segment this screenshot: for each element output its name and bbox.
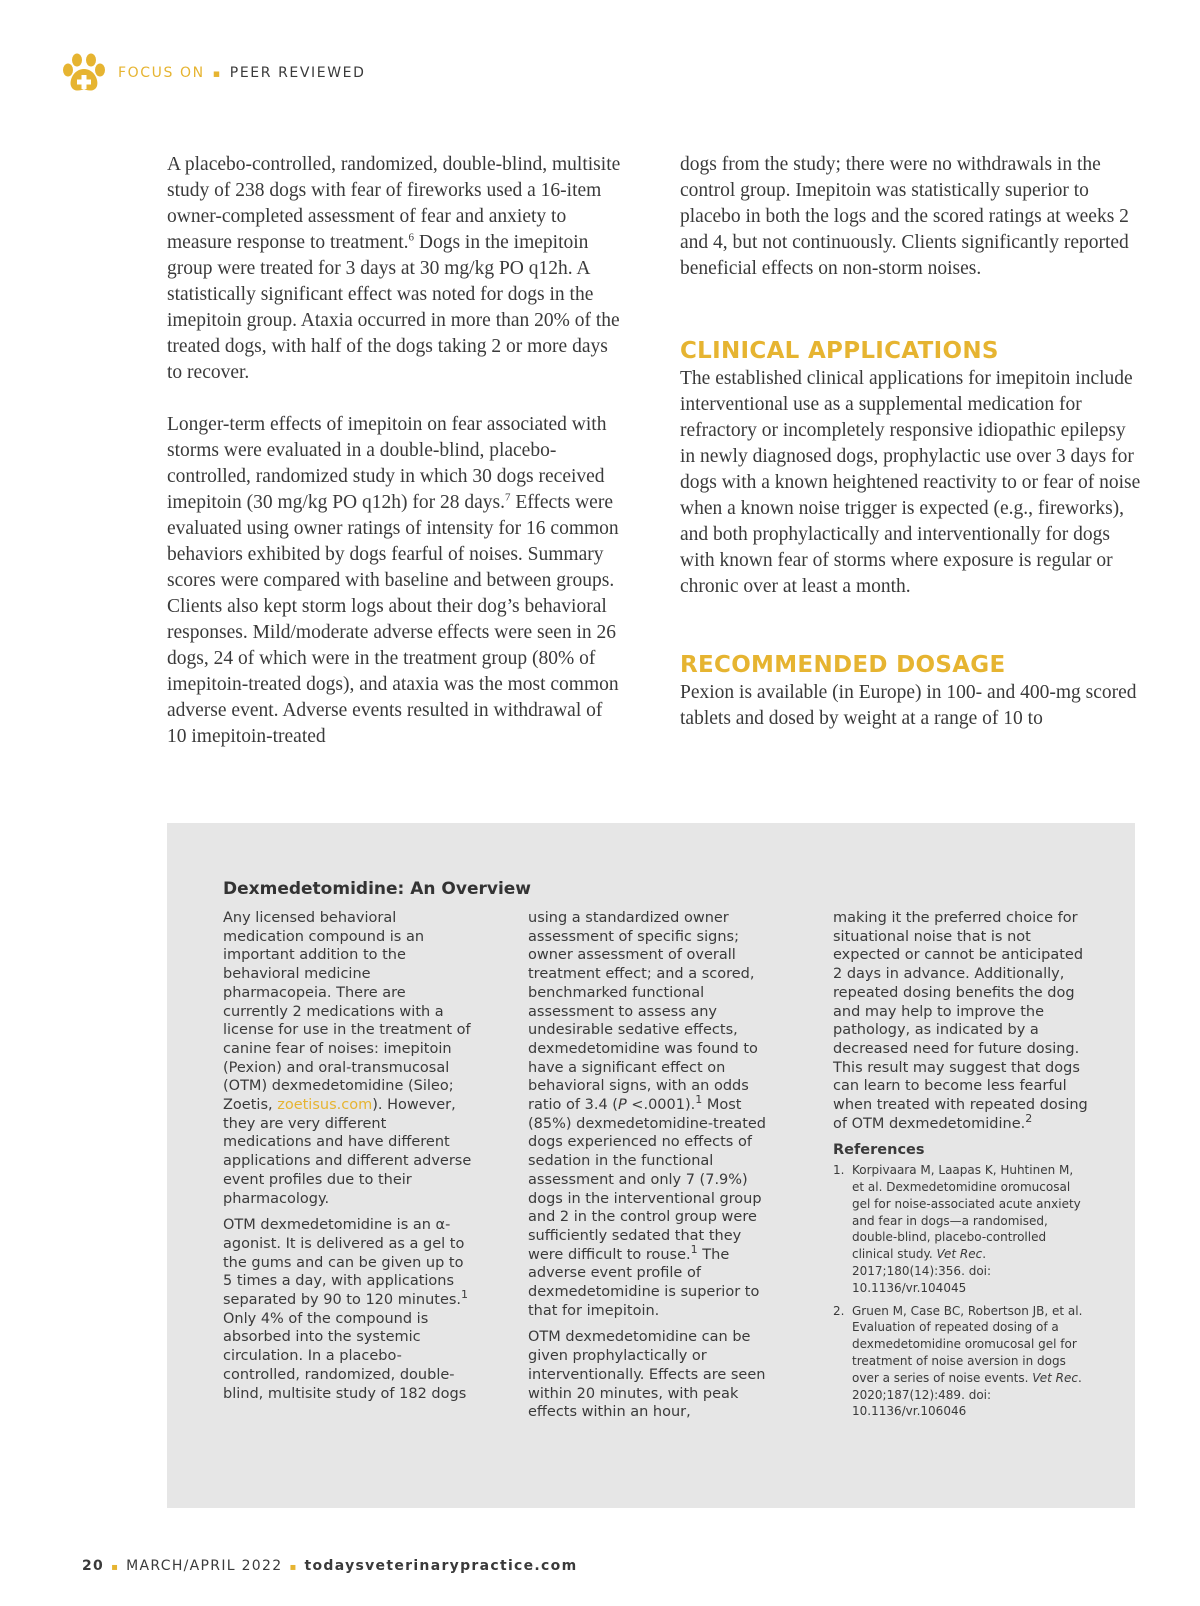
paragraph: The established clinical applications for imepitoin include interventional use as a supplemental medication for refractory or incompletely responsive idiopathic epilepsy in newly diagnosed dogs, prophylactic use over 3 days for dogs with a known heightened reactivity to or fear of noise when a known noise trigger is expected (e.g., fireworks), and both prophylactically and interventionally for dogs with known fear of storms where exposure is regular or chronic over at least a month. bbox=[680, 368, 1141, 597]
sidebar-text: making it the preferred choice for situational noise that is not expected or cannot be anticipated 2 days in advance. Additionally, repeated dosing benefits the dog and may help to improve the pathology, as indicated by a decreased need for future dosing. This result may suggest that dogs can learn to become less fearful when treated with repeated dosing of OTM dexmedetomidine. bbox=[833, 910, 1088, 1132]
paragraph-text: Longer-term effects of imepitoin on fear associated with storms were evaluated in a double-blind, placebo-controlled, randomized study in which 30 dogs received imepitoin (30 mg/kg PO q12h) for 28 days. bbox=[167, 414, 607, 513]
reference-item bbox=[833, 1303, 1088, 1421]
sidebar-text: OTM dexmedetomidine is an α-agonist. It is delivered as a gel to the gums and can be given up to 5 times a day, with applications separated by 90 to 120 minutes. bbox=[223, 1217, 465, 1309]
reference-number: 1. bbox=[833, 1163, 845, 1178]
paragraph bbox=[167, 152, 622, 386]
reference-body: Gruen M, Case BC, Robertson JB, et al. Evaluation of repeated dosing of a dexmedetomidine oromucosal gel for treatment of noise aversion in dogs over a series of noise events. bbox=[852, 1303, 1083, 1385]
citation-ref: 1 bbox=[695, 1093, 703, 1107]
issue-date: MARCH/APRIL 2022 bbox=[126, 1558, 283, 1574]
header-focus-label: FOCUS ON bbox=[118, 65, 205, 81]
citation-ref: 1 bbox=[461, 1288, 469, 1302]
page-header bbox=[60, 52, 366, 94]
paragraph-text: Effects were evaluated using owner ratings of intensity for 16 common behaviors exhibited by dogs fearful of noises. Summary scores were compared with baseline and between groups. Clients also kept storm logs about their dog’s behavioral responses. Mild/moderate adverse effects were seen in 26 dogs, 24 of which were in the treatment group (80% of imepitoin-treated dogs), and ataxia was the most common adverse event. Adverse events resulted in withdrawal of 10 imepitoin-treated bbox=[167, 492, 619, 747]
sidebar-text: Any licensed behavioral medication compound is an important addition to the behavioral medicine pharmacopeia. There are currently 2 medications with a license for use in the treatment of canine fear of noises: imepitoin (Pexion) and oral-transmucosal (OTM) dexmedetomidine (Sileo; Zoetis, bbox=[223, 910, 471, 1114]
reference-text bbox=[852, 1162, 1088, 1296]
right-column bbox=[680, 152, 1145, 758]
reference-body: Korpivaara M, Laapas K, Huhtinen M, et al. Dexmedetomidine oromucosal gel for noise-associated acute anxiety and fear in dogs—a randomised, double-blind, placebo-controlled clinical study. bbox=[852, 1163, 1081, 1262]
reference-citation: . 2017;180(14):356. doi: 10.1136/vr.104045 bbox=[852, 1247, 992, 1295]
sidebar-text: <.0001). bbox=[626, 1097, 696, 1114]
sidebar-italic: P bbox=[617, 1097, 627, 1114]
paw-plus-icon bbox=[60, 52, 108, 94]
paragraph: dogs from the study; there were no withdrawals in the control group. Imepitoin was statistically superior to placebo in both the logs and the scored ratings at weeks 2 and 4, but not continuously. Clients significantly reported beneficial effects on non-storm noises. bbox=[680, 154, 1129, 279]
paragraph-text: Dogs in the imepitoin group were treated for 3 days at 30 mg/kg PO q12h. A statistically significant effect was noted for dogs in the imepitoin group. Ataxia occurred in more than 20% of the treated dogs, with half of the dogs taking 2 or more days to recover. bbox=[167, 232, 620, 383]
citation-ref: 2 bbox=[1025, 1111, 1033, 1125]
reference-text bbox=[852, 1303, 1088, 1421]
sidebar-text: ). However, they are very different medications and have different applications and different adverse event profiles due to their pharmacology. bbox=[223, 1097, 472, 1207]
paragraph bbox=[167, 412, 622, 750]
footer-separator: ▪ bbox=[289, 1562, 298, 1573]
header-separator: ▪ bbox=[212, 66, 222, 80]
sidebar-paragraph bbox=[223, 1216, 473, 1403]
sidebar-paragraph bbox=[833, 909, 1088, 1133]
sidebar-text: The adverse event profile of dexmedetomidine is superior to that for imepitoin. bbox=[528, 1246, 760, 1319]
citation-ref: 1 bbox=[690, 1242, 698, 1256]
references-heading: References bbox=[833, 1142, 925, 1159]
reference-item bbox=[833, 1162, 1088, 1296]
sidebar-column-1 bbox=[223, 909, 473, 1411]
sidebar-paragraph: OTM dexmedetomidine can be given prophylactically or interventionally. Effects are seen within 20 minutes, with peak effects within an hour, bbox=[528, 1329, 766, 1421]
references-list bbox=[833, 1162, 1088, 1420]
citation-ref: 6 bbox=[408, 231, 414, 244]
sidebar-text: using a standardized owner assessment of specific signs; owner assessment of overall treatment effect; and a scored, benchmarked functional assessment to assess any undesirable sedative effects, dexmedetomidine was found to have a significant effect on behavioral signs, with an odds ratio of 3.4 ( bbox=[528, 910, 758, 1114]
citation-ref: 7 bbox=[504, 491, 511, 504]
header-section-label: PEER REVIEWED bbox=[229, 65, 366, 81]
left-column bbox=[167, 152, 622, 776]
sidebar-box bbox=[167, 823, 1135, 1508]
sidebar-text: Only 4% of the compound is absorbed into the systemic circulation. In a placebo-controlled, randomized, double-blind, multisite study of 182 dogs bbox=[223, 1310, 467, 1402]
sidebar-paragraph bbox=[223, 909, 473, 1208]
page-footer bbox=[82, 1558, 577, 1574]
reference-citation: . 2020;187(12):489. doi: 10.1136/vr.106046 bbox=[852, 1370, 1082, 1419]
website-link[interactable]: todaysveterinarypractice.com bbox=[304, 1558, 578, 1574]
sidebar-column-2 bbox=[528, 909, 778, 1430]
paragraph: Pexion is available (in Europe) in 100- and 400-mg scored tablets and dosed by weight at a range of 10 to bbox=[680, 682, 1137, 729]
clinical-applications-heading: CLINICAL APPLICATIONS bbox=[680, 338, 999, 364]
page-number: 20 bbox=[82, 1558, 105, 1574]
reference-journal: Vet Rec bbox=[936, 1247, 983, 1262]
sidebar-paragraph bbox=[528, 909, 778, 1320]
reference-number: 2. bbox=[833, 1303, 845, 1318]
sidebar-title: Dexmedetomidine: An Overview bbox=[223, 879, 532, 899]
recommended-dosage-heading: RECOMMENDED DOSAGE bbox=[680, 652, 1006, 678]
zoetis-link[interactable]: zoetisus.com bbox=[277, 1097, 373, 1114]
footer-separator: ▪ bbox=[111, 1562, 120, 1573]
sidebar-column-3 bbox=[833, 909, 1088, 1426]
reference-journal: Vet Rec bbox=[1032, 1370, 1078, 1385]
paragraph-text: A placebo-controlled, randomized, double-blind, multisite study of 238 dogs with fear of fireworks used a 16-item owner-completed assessment of fear and anxiety to measure response to treatment. bbox=[167, 154, 621, 253]
sidebar-text: Most (85%) dexmedetomidine-treated dogs experienced no effects of sedation in the functional assessment and only 7 (7.9%) dogs in the interventional group and 2 in the control group were sufficiently sedated that they were difficult to rouse. bbox=[528, 1097, 767, 1263]
